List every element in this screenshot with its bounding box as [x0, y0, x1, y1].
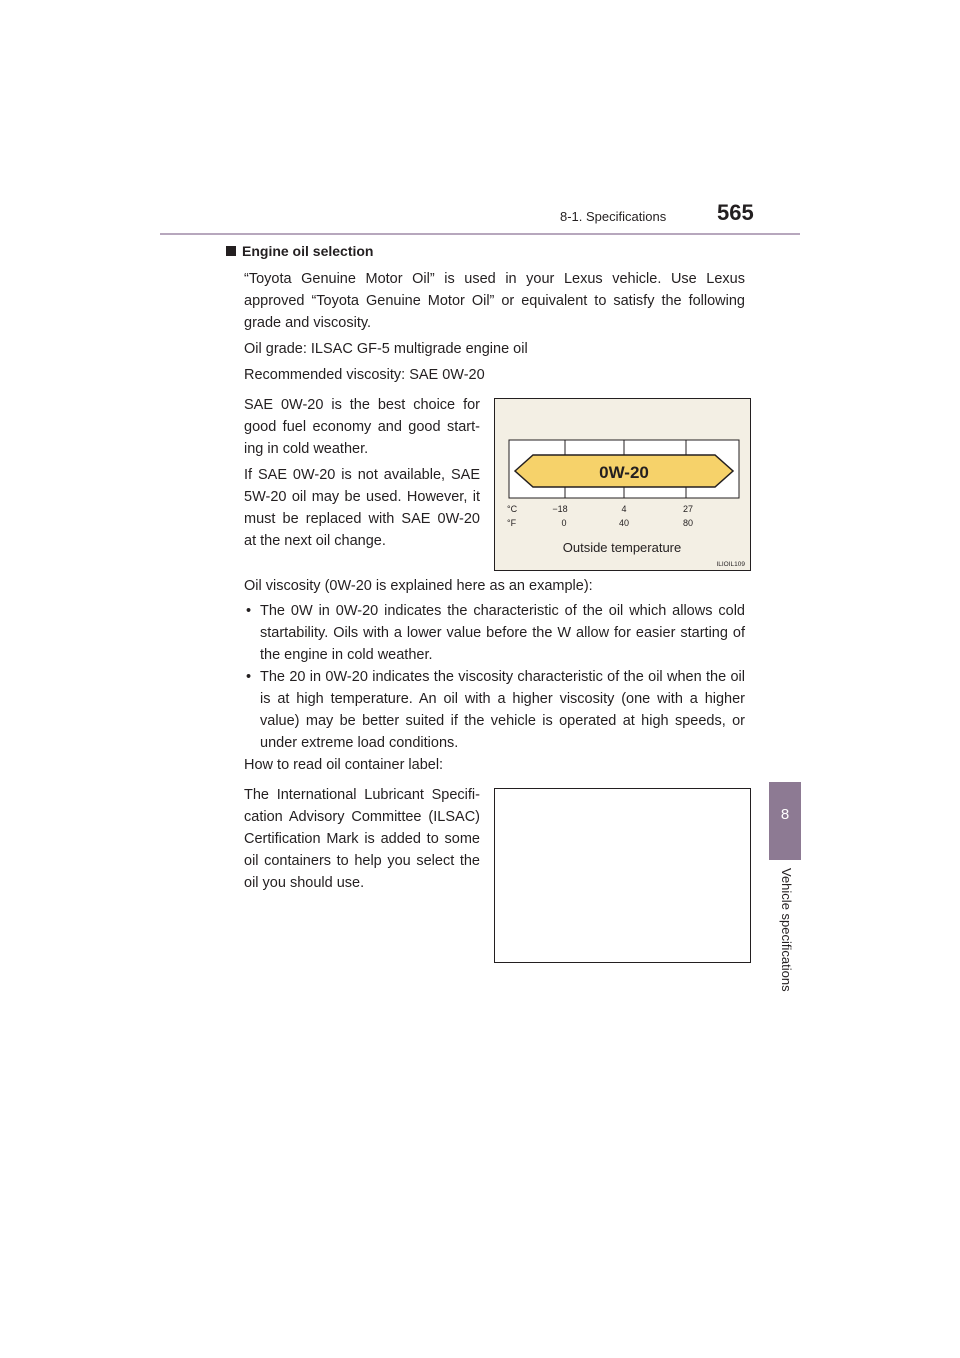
recommended-viscosity: Recommended viscosity: SAE 0W-20 — [244, 367, 485, 383]
fahrenheit-unit: °F — [507, 518, 517, 528]
chapter-label: Vehicle specifications — [779, 868, 794, 992]
viscosity-figure — [494, 398, 751, 571]
viscosity-diagram — [495, 399, 750, 570]
best-choice-paragraph: SAE 0W-20 is the best choice for good fuel economy and good start-ing in cold weather. — [244, 397, 480, 457]
section-header: 8-1. Specifications — [560, 209, 667, 224]
square-bullet-icon — [226, 246, 236, 256]
section-title-text: Engine oil selection — [242, 243, 374, 259]
alternative-paragraph: If SAE 0W-20 is not available, SAE 5W-20 oil may be used. However, it must be replaced with SAE 0W-20 at the next oil change. — [244, 467, 480, 549]
viscosity-list — [244, 600, 745, 754]
ilsac-paragraph: The International Lubricant Specifi-cation Advisory Committee (ILSAC) Certification Mark is added to some oil containers to help you select the oil you should use. — [244, 787, 480, 891]
list-item: • The 0W in 0W-20 indicates the characteristic of the oil which allows cold startability. Oils with a lower value before the W allow for easier starting of the engine in cold weather. — [244, 600, 745, 666]
intro-paragraph: “Toyota Genuine Motor Oil” is used in your Lexus vehicle. Use Lexus approved “Toyota Genuine Motor Oil” or equivalent to satisfy the following grade and viscosity. — [244, 271, 745, 331]
list-item: • The 20 in 0W-20 indicates the viscosity characteristic of the oil when the oil is at high temperature. An oil with a higher viscosity (one with a higher value) may be better suited if the vehicle is operated at high speeds, or under extreme load conditions. — [244, 666, 745, 754]
figure-caption: Outside temperature — [562, 540, 682, 555]
header-divider — [160, 233, 800, 235]
grade-label: 0W-20 — [599, 463, 649, 482]
fahrenheit-tick: 80 — [682, 518, 694, 528]
celsius-tick: 4 — [621, 504, 627, 514]
figure-code: ILIOIL109 — [716, 561, 745, 568]
fahrenheit-tick: 40 — [618, 518, 630, 528]
celsius-unit: °C — [507, 504, 518, 514]
ilsac-mark-figure — [494, 788, 751, 963]
label-heading: How to read oil container label: — [244, 757, 444, 773]
celsius-tick: 27 — [682, 504, 694, 514]
oil-grade: Oil grade: ILSAC GF-5 multigrade engine oil — [244, 341, 528, 357]
section-title — [226, 243, 373, 259]
fahrenheit-tick: 0 — [561, 518, 567, 528]
chapter-number: 8 — [780, 806, 790, 823]
page-number: 565 — [717, 200, 754, 225]
viscosity-heading: Oil viscosity (0W-20 is explained here as an example): — [244, 578, 593, 594]
celsius-tick: −18 — [552, 504, 568, 514]
